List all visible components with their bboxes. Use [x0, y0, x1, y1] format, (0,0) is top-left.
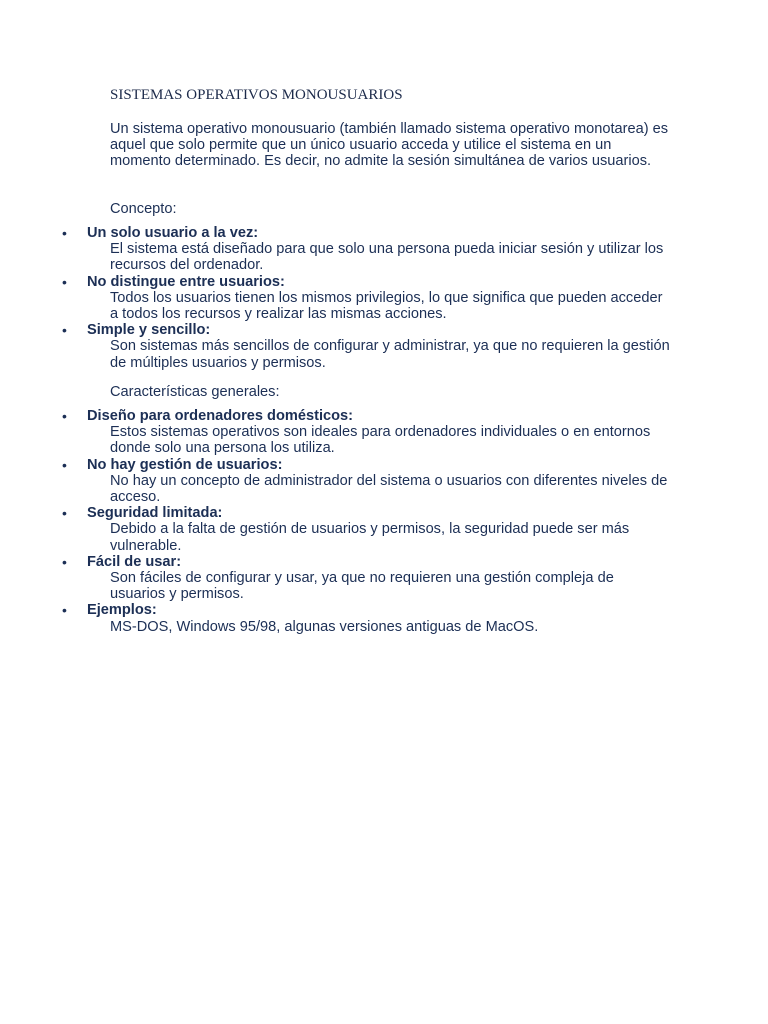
list-item	[0, 225, 700, 274]
list-item	[0, 602, 700, 634]
list-item	[0, 554, 700, 603]
list-item-heading: No hay gestión de usuarios:	[87, 456, 283, 473]
list-item	[0, 274, 700, 323]
list-item	[0, 322, 700, 371]
list-item-heading: Fácil de usar:	[87, 553, 182, 570]
list-item-text: Todos los usuarios tienen los mismos privilegios, lo que significa que pueden acceder a todos los recursos y realizar las mismas acciones.	[110, 289, 663, 323]
list-item-heading: No distingue entre usuarios:	[87, 273, 285, 290]
list-item-text: Son fáciles de configurar y usar, ya que no requieren una gestión compleja de usuarios y permisos.	[110, 570, 614, 603]
list-item	[0, 408, 700, 457]
bullet-icon: •	[62, 553, 67, 570]
document-title: SISTEMAS OPERATIVOS MONOUSUARIOS	[110, 87, 403, 103]
bullet-icon: •	[62, 322, 67, 339]
list-item-text: MS-DOS, Windows 95/98, algunas versiones antiguas de MacOS.	[110, 618, 539, 635]
bullet-icon: •	[62, 408, 67, 424]
list-item-text: Son sistemas más sencillos de configurar y administrar, ya que no requieren la gestión de múltiples usuarios y permisos.	[110, 338, 670, 371]
bullet-icon: •	[62, 456, 67, 473]
list-item-heading: Un solo usuario a la vez:	[87, 225, 259, 241]
caracteristicas-label: Características generales:	[110, 384, 280, 400]
list-item	[0, 505, 700, 554]
bullet-icon: •	[62, 602, 67, 619]
concepto-label: Concepto:	[110, 201, 177, 217]
list-item-heading: Diseño para ordenadores domésticos:	[87, 408, 354, 424]
list-item-text: El sistema está diseñado para que solo una persona pueda iniciar sesión y utilizar los recursos del ordenador.	[110, 241, 664, 274]
list-item-text: Debido a la falta de gestión de usuarios y permisos, la seguridad puede ser más vulnerable.	[110, 521, 630, 554]
bullet-icon: •	[62, 505, 67, 522]
concepto-list	[0, 225, 700, 371]
bullet-icon: •	[62, 273, 67, 290]
bullet-icon: •	[62, 225, 67, 241]
intro-paragraph: Un sistema operativo monousuario (también llamado sistema operativo monotarea) es aquel que solo permite que un único usuario acceda y utilice el sistema en un momento determinado. Es decir, no admite la sesión simultánea de varios usuarios.	[110, 121, 669, 170]
list-item-text: No hay un concepto de administrador del sistema o usuarios con diferentes niveles de acceso.	[110, 472, 668, 506]
list-item-heading: Simple y sencillo:	[87, 322, 211, 339]
list-item-heading: Seguridad limitada:	[87, 505, 223, 522]
list-item-text: Estos sistemas operativos son ideales para ordenadores individuales o en entornos donde solo una persona los utiliza.	[110, 424, 651, 457]
caracteristicas-list	[0, 408, 700, 635]
list-item	[0, 457, 700, 506]
list-item-heading: Ejemplos:	[87, 602, 157, 619]
